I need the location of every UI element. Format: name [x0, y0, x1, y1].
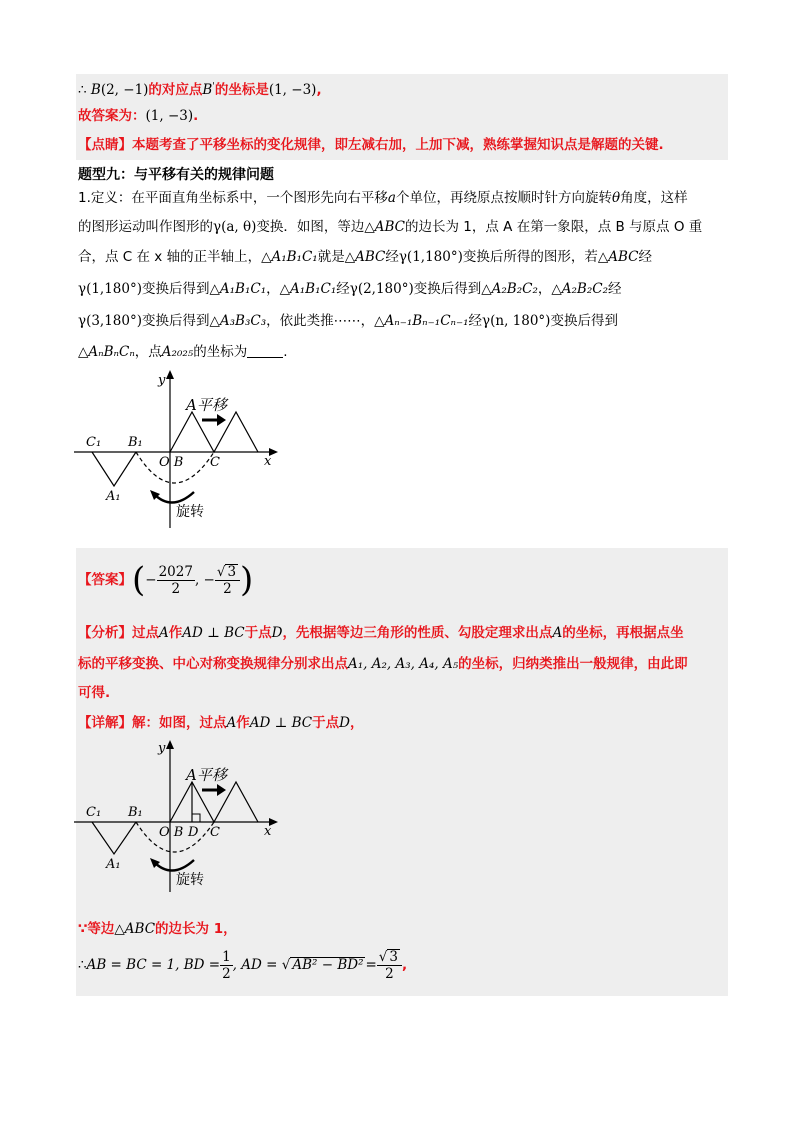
c-label: C	[210, 455, 220, 470]
problem-line-2: 的图形运动叫作图形的γ(a, θ)变换．如图，等边△ABC的边长为 1，点 A 在第一象限，点 B 与原点 O 重	[78, 219, 703, 235]
translate-label: A平移	[186, 396, 227, 414]
detail-line-1: 【详解】解：如图，过点A作AD ⊥ BC于点D，	[78, 715, 364, 731]
rotate-label: 旋转	[176, 504, 204, 520]
answer-fraction-2: $\frac{√ 3}{2}$	[215, 564, 240, 597]
problem-line-6: △AₙBₙCₙ，点A₂₀₂₅的坐标为 .	[78, 344, 288, 360]
analysis-line-1: 【分析】过点A作AD ⊥ BC于点D，先根据等边三角形的性质、勾股定理求出点A的坐标，再根据点坐	[78, 625, 684, 641]
top-line-1: ∴ B(2, −1)的对应点B'的坐标是(1, −3),	[78, 82, 322, 98]
ob-label-2: O B	[159, 825, 184, 840]
section-title: 题型九：与平移有关的规律问题	[78, 167, 274, 183]
y-axis-label: y	[158, 373, 166, 388]
problem-line-3: 合，点 C 在 x 轴的正半轴上，△A₁B₁C₁就是△ABC经γ(1,180°)变换后所得的图形，若△ABC经	[78, 249, 652, 265]
answer-line: 【答案】(− $\frac{2027}{2}$ , − $\frac{√ 3}{2}$ )	[78, 560, 254, 600]
x-axis-label: x	[264, 454, 272, 469]
figure-transform-1	[74, 366, 284, 532]
translate-label-2: A平移	[186, 766, 227, 784]
c-label-2: C	[210, 825, 220, 840]
analysis-line-3: 可得.	[78, 685, 111, 701]
detail-line-2: ∵等边△ABC的边长为 1，	[78, 921, 237, 937]
answer-blank	[247, 343, 283, 358]
b1-label: B₁	[128, 435, 143, 450]
problem-line-5: γ(3,180°)变换后得到△A₃B₃C₃，依此类推⋯⋯，△Aₙ₋₁Bₙ₋₁Cₙ₋₁经γ(n, 180°)变换后得到	[78, 313, 618, 329]
rotate-label-2: 旋转	[176, 872, 204, 888]
a1-label: A₁	[106, 489, 121, 504]
problem-line-4: γ(1,180°)变换后得到△A₁B₁C₁，△A₁B₁C₁经γ(2,180°)变换后得到△A₂B₂C₂，△A₂B₂C₂经	[78, 281, 622, 297]
figure-transform-2	[74, 736, 284, 894]
y-axis-label-2: y	[158, 741, 166, 756]
d-label: D	[188, 825, 199, 840]
bd-fraction: $\frac{1}{2}$	[222, 948, 231, 982]
c1-label-2: C₁	[86, 805, 102, 820]
ad-fraction: $\frac{√ 3}{2}$	[377, 949, 402, 982]
ob-label: O B	[159, 455, 184, 470]
a1-label-2: A₁	[106, 857, 121, 872]
tip-line: 【点睛】本题考查了平移坐标的变化规律，即左减右加，上加下减，熟练掌握知识点是解题的关键.	[78, 137, 664, 153]
b1-label-2: B₁	[128, 805, 143, 820]
x-axis-label-2: x	[264, 824, 272, 839]
answer-fraction-1: $\frac{2027}{2}$	[158, 563, 193, 597]
c1-label: C₁	[86, 435, 102, 450]
detail-line-3: ∴AB = BC = 1, BD = $\frac{1}{2}$ , AD = √ AB² − BD² = $\frac{√ 3}{2}$ ,	[78, 948, 408, 982]
ad-radical: AB² − BD²	[292, 957, 364, 973]
problem-line-1: 1.定义：在平面直角坐标系中，一个图形先向右平移a个单位，再绕原点按顺时针方向旋转θ角度，这样	[78, 190, 688, 206]
top-line-2: 故答案为：(1, −3).	[78, 108, 199, 124]
analysis-line-2: 标的平移变换、中心对称变换规律分别求出点A₁, A₂, A₃, A₄, A₅的坐标，归纳类推出一般规律，由此即	[78, 656, 688, 672]
